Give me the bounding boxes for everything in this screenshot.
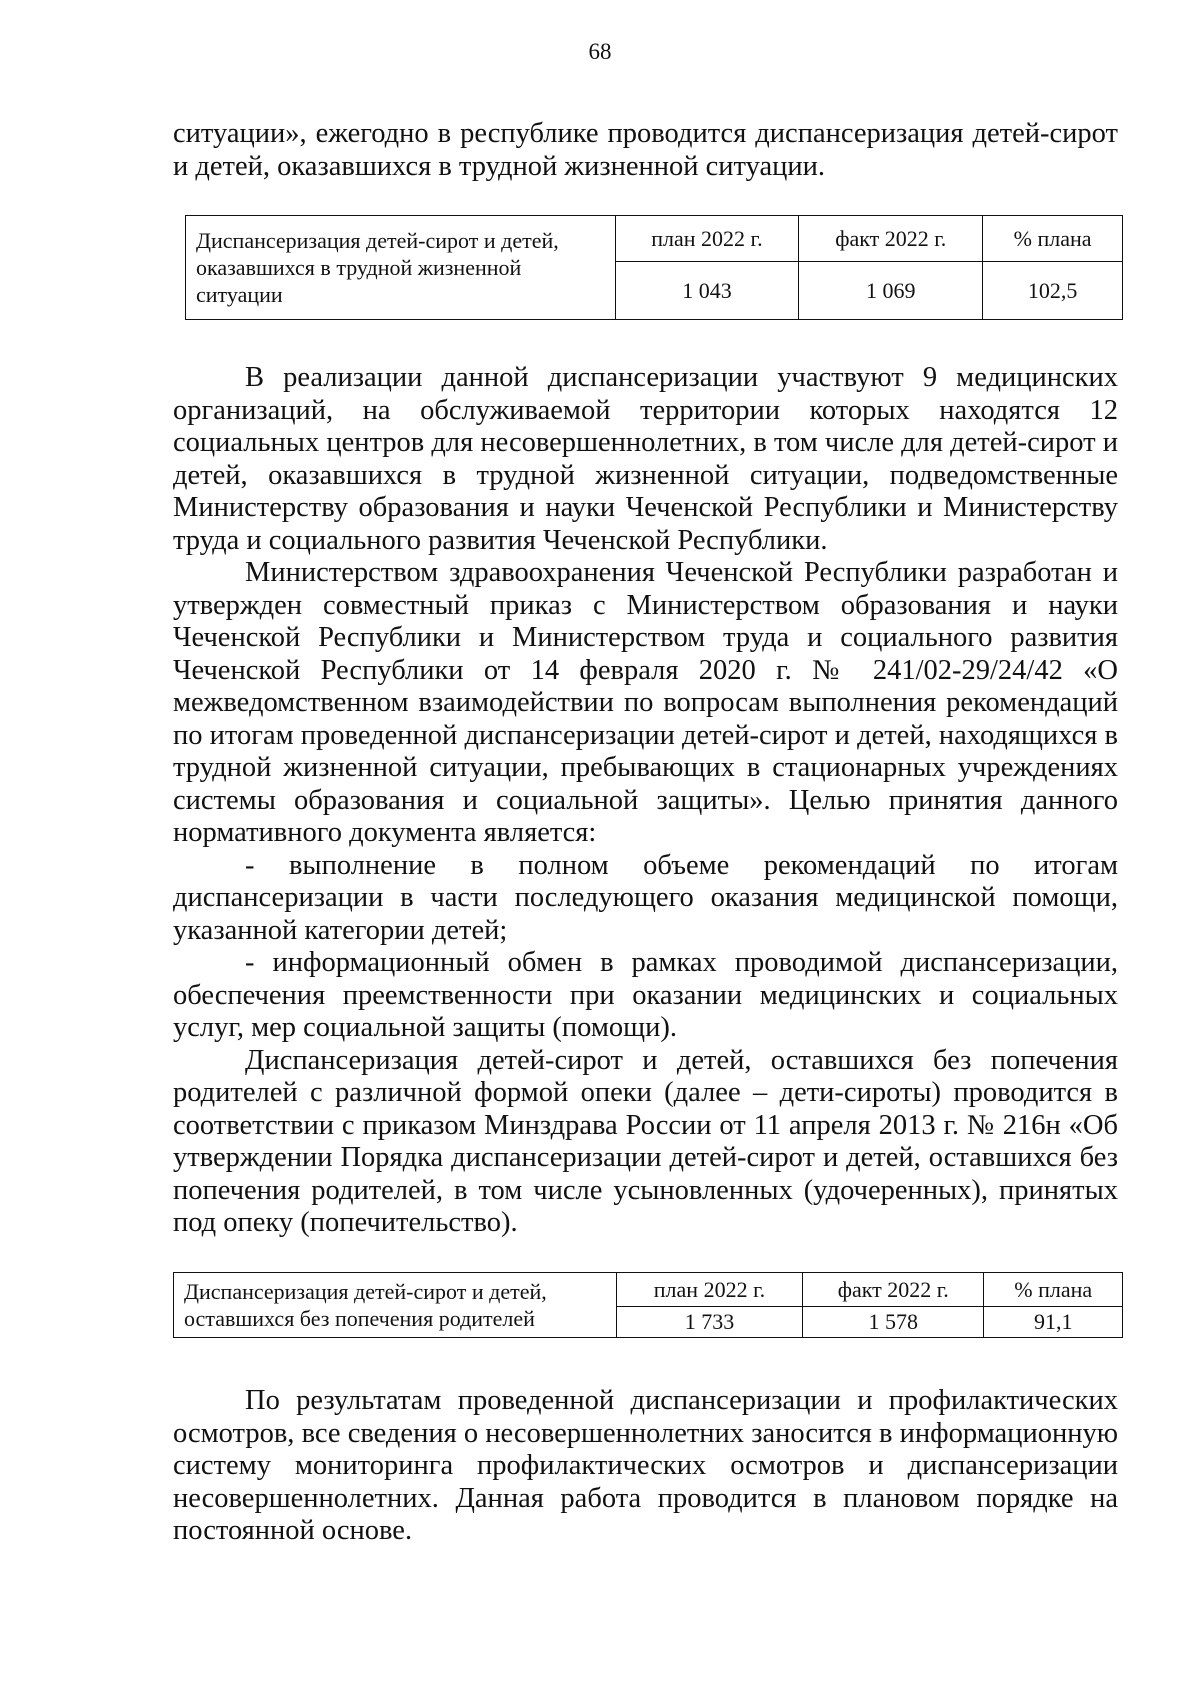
table1-value-plan: 1 043 [615, 262, 799, 320]
table2-value-percent: 91,1 [984, 1307, 1123, 1338]
list-item: - информационный обмен в рамках проводимой диспансеризации, обеспечения преемственности при оказании медицинских и социальных услуг, мер социальной защиты (помощи). [173, 947, 1118, 1043]
list-item: - выполнение в полном объеме рекомендаций по итогам диспансеризации в части последующего оказания медицинской помощи, указанной категории детей; [173, 849, 1118, 946]
table2-header-plan: план 2022 г. [616, 1273, 802, 1307]
body-text-2 [173, 1385, 1118, 1548]
orphans-without-care-table [173, 1272, 1123, 1338]
table2-label: Диспансеризация детей-сирот и детей, оставшихся без попечения родителей [174, 1273, 617, 1338]
table1-value-percent: 102,5 [983, 262, 1123, 320]
body-text-1 [173, 362, 1118, 1240]
table2-value-plan: 1 733 [616, 1307, 802, 1338]
table2-header-percent: % плана [984, 1273, 1123, 1307]
page-number: 68 [588, 39, 612, 64]
table1-header-plan: план 2022 г. [615, 216, 799, 262]
paragraph: По результатам проведенной диспансеризации и профилактических осмотров, все сведения о несовершеннолетних заносится в информационную систему мониторинга профилактических осмотров и диспансеризации несовершеннолетних. Данная работа проводится в плановом порядке на постоянной основе. [173, 1385, 1118, 1546]
table1-value-fact: 1 069 [799, 262, 983, 320]
paragraph: Министерством здравоохранения Чеченской Республики разработан и утвержден совместный приказ с Министерством образования и науки Чеченской Республики и Министерством труда и социального развития Чеченской Республики от 14 февраля 2020 г. № 241/02-29/24/42 «О межведомственном взаимодействии по вопросам выполнения рекомендаций по итогам проведенной диспансеризации детей-сирот и детей, находящихся в трудной жизненной ситуации, пребывающих в стационарных учреждениях системы образования и социальной защиты». Целью принятия данного нормативного документа является: [173, 557, 1118, 848]
table1-header-fact: факт 2022 г. [799, 216, 983, 262]
table2-value-fact: 1 578 [803, 1307, 984, 1338]
table1-label: Диспансеризация детей-сирот и детей, оказавшихся в трудной жизненной ситуации [186, 216, 616, 320]
paragraph: Диспансеризация детей-сирот и детей, оставшихся без попечения родителей с различной формой опеки (далее – дети-сироты) проводится в соответствии с приказом Минздрава России от 11 апреля 2013 г. № 216н «Об утверждении Порядка диспансеризации детей-сирот и детей, оставшихся без попечения родителей, в том числе усыновленных (удочеренных), принятых под опеку (попечительство). [173, 1044, 1118, 1238]
paragraph: В реализации данной диспансеризации участвуют 9 медицинских организаций, на обслуживаемой территории которых находятся 12 социальных центров для несовершеннолетних, в том числе для детей-сирот и детей, оказавшихся в трудной жизненной ситуации, подведомственные Министерству образования и науки Чеченской Республики и Министерству труда и социального развития Чеченской Республики. [173, 362, 1118, 556]
intro-paragraph: ситуации», ежегодно в республике проводится диспансеризация детей-сирот и детей, оказавшихся в трудной жизненной ситуации. [173, 118, 1118, 182]
table2-header-fact: факт 2022 г. [803, 1273, 984, 1307]
intro-text [173, 118, 1118, 183]
orphans-difficult-situation-table [185, 215, 1123, 320]
table1-header-percent: % плана [983, 216, 1123, 262]
